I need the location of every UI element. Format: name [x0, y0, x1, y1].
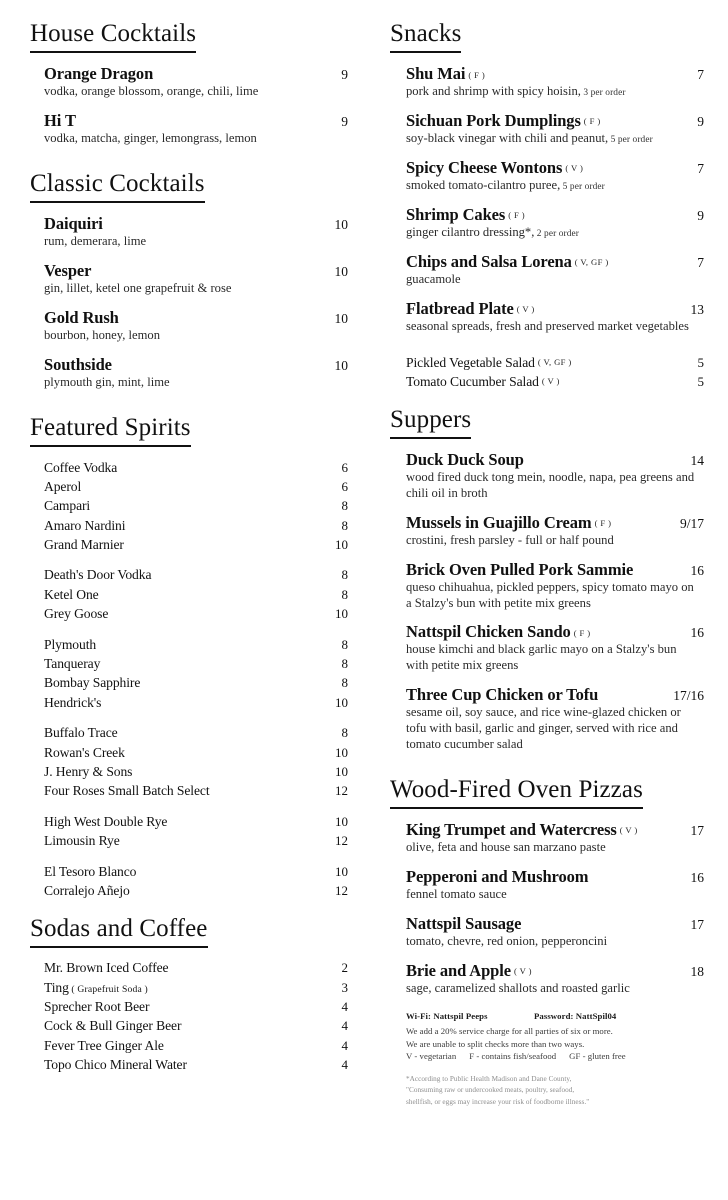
- menu-item-price: 4: [341, 1037, 348, 1053]
- spacer: [44, 624, 348, 635]
- menu-item-corralejo-a-ejo: [44, 881, 348, 900]
- menu-item-description: olive, feta and house san marzano paste: [406, 840, 606, 855]
- section-heading-suppers: Suppers: [390, 406, 471, 439]
- menu-item-southside: [44, 355, 348, 391]
- menu-item-sprecher-root-beer: [44, 998, 348, 1017]
- menu-item-vesper: [44, 261, 348, 297]
- menu-item-price: 10: [335, 744, 348, 760]
- menu-item-chips-and-salsa-lorena: [406, 252, 704, 288]
- section-heading-featured-spirits: Featured Spirits: [30, 414, 191, 447]
- menu-item-price: 6: [341, 459, 348, 475]
- menu-item-portion-note: 5 per order: [608, 135, 653, 146]
- menu-item-row: [406, 685, 704, 704]
- menu-item-description: pork and shrimp with spicy hoisin, 3 per order: [406, 84, 626, 99]
- menu-item-name: Vesper: [44, 260, 92, 280]
- menu-item-portion-note: 5 per order: [560, 182, 605, 193]
- menu-item-name: Ketel One: [44, 586, 99, 602]
- section-items: [22, 64, 350, 147]
- menu-item-price: 9/17: [679, 515, 704, 531]
- menu-item-price: 9: [697, 207, 704, 223]
- menu-item-name: Duck Duck Soup: [406, 449, 524, 469]
- menu-item-row: [44, 535, 348, 554]
- menu-item-name: Daiquiri: [44, 213, 103, 233]
- menu-item-four-roses-small-batch-select: [44, 782, 348, 801]
- menu-item-rowan-s-creek: [44, 743, 348, 762]
- menu-item-hi-t: [44, 111, 348, 147]
- menu-item-row: [406, 158, 704, 177]
- section-items: [22, 959, 350, 1075]
- menu-item-tanqueray: [44, 654, 348, 673]
- menu-item-row: [44, 585, 348, 604]
- menu-item-name: Spicy Cheese Wontons ( V ): [406, 157, 584, 177]
- menu-item-duck-duck-soup: [406, 450, 704, 502]
- menu-item-row: [44, 693, 348, 712]
- menu-item-row: [44, 1056, 348, 1075]
- menu-item-price: 17/16: [673, 688, 704, 704]
- menu-item-price: 9: [697, 113, 704, 129]
- menu-item-price: 10: [335, 694, 348, 710]
- menu-item-brie-and-apple: [406, 961, 704, 997]
- menu-item-row: [406, 353, 704, 372]
- menu-item-price: 3: [341, 979, 348, 995]
- menu-item-description: sesame oil, soy sauce, and rice wine-glazed chicken or tofu with basil, garlic and ginger, served with rice and tomato cucumber salad: [406, 705, 681, 752]
- section-sodas-and-coffee: [22, 903, 350, 1075]
- menu-item-three-cup-chicken-or-tofu: [406, 685, 704, 753]
- menu-item-campari: [44, 497, 348, 516]
- menu-item-description: rum, demerara, lime: [44, 234, 147, 249]
- menu-item-mussels-in-guajillo-cream: [406, 513, 704, 549]
- menu-item-price: 8: [341, 675, 348, 691]
- menu-item-price: 18: [690, 963, 704, 979]
- dietary-tag: ( V ): [541, 376, 560, 387]
- menu-item-name: Four Roses Small Batch Select: [44, 783, 210, 799]
- menu-item-description: smoked tomato-cilantro puree, 5 per order: [406, 178, 605, 193]
- menu-item-price: 10: [334, 310, 348, 326]
- menu-item-name: Corralejo Añejo: [44, 882, 130, 898]
- menu-item-name: Brick Oven Pulled Pork Sammie: [406, 559, 634, 579]
- menu-item-buffalo-trace: [44, 724, 348, 743]
- menu-item-price: 16: [690, 869, 704, 885]
- menu-item-price: 8: [341, 517, 348, 533]
- menu-item-description: tomato, chevre, red onion, pepperoncini: [406, 934, 608, 948]
- menu-item-name: Plymouth: [44, 636, 97, 652]
- menu-item-price: 4: [341, 1018, 348, 1034]
- menu-item-row: [44, 862, 348, 881]
- menu-item-row: [44, 743, 348, 762]
- menu-item-description: bourbon, honey, lemon: [44, 328, 161, 343]
- menu-item-description: vodka, orange blossom, orange, chili, lime: [44, 84, 259, 99]
- menu-item-row: [44, 1017, 348, 1036]
- right-column: [364, 18, 706, 1190]
- dietary-tag: ( F ): [508, 210, 526, 221]
- dietary-tag: ( V, GF ): [574, 257, 609, 268]
- menu-item-flatbread-plate: [406, 299, 704, 335]
- dietary-tag: ( F ): [594, 518, 612, 529]
- menu-item-row: [44, 355, 348, 374]
- menu-item-name: Mr. Brown Iced Coffee: [44, 960, 169, 976]
- section-heading-snacks: Snacks: [390, 20, 461, 53]
- menu-item-row: [406, 372, 704, 391]
- dietary-tag: ( F ): [468, 69, 486, 80]
- menu-item-spicy-cheese-wontons: [406, 158, 704, 194]
- menu-item-name: Hi T: [44, 110, 76, 130]
- wifi-password: Password: NattSpil04: [534, 1010, 617, 1021]
- menu-item-row: [44, 497, 348, 516]
- menu-item-description: sage, caramelized shallots and roasted garlic: [406, 980, 630, 995]
- menu-item-portion-note: 2 per order: [534, 229, 580, 240]
- menu-item-name: Grey Goose: [44, 606, 109, 622]
- menu-item-name: Sprecher Root Beer: [44, 999, 150, 1015]
- menu-item-price: 10: [334, 263, 348, 279]
- menu-item-price: 13: [690, 301, 704, 317]
- menu-item-price: 9: [341, 113, 348, 129]
- menu-item-name: Grand Marnier: [44, 537, 124, 553]
- menu-item-coffee-vodka: [44, 458, 348, 477]
- menu-item-description: guacamole: [406, 272, 461, 287]
- section-heading-sodas-and-coffee: Sodas and Coffee: [30, 915, 208, 948]
- menu-item-name: Pickled Vegetable Salad ( V, GF ): [406, 354, 572, 370]
- menu-item-price: 10: [335, 763, 348, 779]
- menu-item-row: [406, 560, 704, 579]
- menu-item-row: [44, 477, 348, 496]
- menu-item-description: seasonal spreads, fresh and preserved market vegetables: [406, 319, 689, 334]
- menu-item-name: Tanqueray: [44, 656, 101, 672]
- dietary-tag: ( V ): [516, 304, 535, 315]
- section-house-cocktails: [22, 18, 350, 147]
- menu-item-orange-dragon: [44, 64, 348, 100]
- menu-item-name: Tomato Cucumber Salad ( V ): [406, 373, 560, 389]
- menu-item-row: [44, 959, 348, 978]
- menu-item-price: 17: [690, 822, 704, 838]
- menu-item-row: [44, 978, 348, 997]
- menu-item-price: 14: [690, 452, 704, 468]
- menu-item-price: 4: [341, 999, 348, 1015]
- menu-item-price: 8: [341, 567, 348, 583]
- menu-item-price: 10: [335, 537, 348, 553]
- section-heading-wood-fired-oven-pizzas: Wood-Fired Oven Pizzas: [390, 776, 643, 809]
- menu-item-price: 8: [341, 725, 348, 741]
- spacer: [44, 555, 348, 566]
- menu-item-row: [44, 635, 348, 654]
- menu-item-row: [44, 516, 348, 535]
- menu-item-row: [44, 782, 348, 801]
- menu-item-name: High West Double Rye: [44, 813, 168, 829]
- menu-item-portion-note: 3 per order: [580, 88, 626, 99]
- menu-item-name: Shu Mai ( F ): [406, 64, 486, 83]
- menu-item-price: 8: [341, 636, 348, 652]
- section-heading-house-cocktails: House Cocktails: [30, 20, 196, 53]
- menu-item-mr-brown-iced-coffee: [44, 959, 348, 978]
- menu-item-death-s-door-vodka: [44, 566, 348, 585]
- menu-item-price: 10: [335, 606, 348, 622]
- menu-item-price: 5: [697, 373, 704, 389]
- menu-item-name: Coffee Vodka: [44, 459, 118, 475]
- menu-item-price: 16: [690, 625, 704, 641]
- spacer: [44, 713, 348, 724]
- menu-item-daiquiri: [44, 214, 348, 250]
- menu-item-name: Orange Dragon: [44, 64, 154, 83]
- section-items: [382, 64, 706, 392]
- menu-item-description: plymouth gin, mint, lime: [44, 375, 170, 390]
- spacer: [44, 801, 348, 812]
- menu-item-row: [44, 724, 348, 743]
- menu-item-name: Mussels in Guajillo Cream ( F ): [406, 512, 612, 532]
- menu-item-price: 9: [341, 67, 348, 82]
- menu-item-cock-bull-ginger-beer: [44, 1017, 348, 1036]
- menu-item-name: Brie and Apple ( V ): [406, 960, 532, 980]
- menu-item-name: Campari: [44, 498, 91, 514]
- menu-item-row: [44, 261, 348, 280]
- menu-item-row: [44, 605, 348, 624]
- menu-item-price: 8: [341, 498, 348, 514]
- menu-item-row: [44, 762, 348, 781]
- menu-item-price: 8: [341, 586, 348, 602]
- menu-item-name: Nattspil Sausage: [406, 913, 522, 933]
- menu-item-price: 4: [341, 1057, 348, 1073]
- section-suppers: [382, 394, 706, 753]
- wifi-network: Wi-Fi: Nattspil Peeps: [406, 1010, 488, 1021]
- menu-item-pickled-vegetable-salad: [406, 353, 704, 372]
- menu-item-sichuan-pork-dumplings: [406, 111, 704, 147]
- section-items: [22, 458, 350, 901]
- menu-item-price: 10: [334, 357, 348, 373]
- menu-item-row: [44, 832, 348, 851]
- menu-item-el-tesoro-blanco: [44, 862, 348, 881]
- menu-item-name: Cock & Bull Ginger Beer: [44, 1018, 182, 1034]
- section-items: [382, 450, 706, 753]
- menu-item-name: Flatbread Plate ( V ): [406, 298, 535, 318]
- menu-item-shrimp-cakes: [406, 205, 704, 241]
- menu-item-king-trumpet-and-watercress: [406, 820, 704, 856]
- menu-item-name: Sichuan Pork Dumplings ( F ): [406, 110, 601, 130]
- section-heading-classic-cocktails: Classic Cocktails: [30, 170, 205, 203]
- menu-item-gold-rush: [44, 308, 348, 344]
- menu-item-name: J. Henry & Sons: [44, 763, 133, 779]
- menu-item-row: [406, 622, 704, 641]
- menu-item-name: Nattspil Chicken Sando ( F ): [406, 622, 591, 642]
- footer-fine-print: [382, 1011, 706, 1108]
- menu-item-row: [44, 214, 348, 233]
- spacer: [406, 346, 704, 353]
- menu-item-price: 7: [697, 160, 704, 176]
- menu-item-row: [44, 998, 348, 1017]
- menu-item-row: [44, 654, 348, 673]
- menu-item-amaro-nardini: [44, 516, 348, 535]
- menu-item-row: [44, 881, 348, 900]
- menu-item-name: Hendrick's: [44, 694, 102, 710]
- menu-item-row: [406, 299, 704, 318]
- menu-item-nattspil-sausage: [406, 914, 704, 950]
- menu-item-price: 10: [334, 216, 348, 232]
- menu-item-ketel-one: [44, 585, 348, 604]
- menu-item-row: [44, 674, 348, 693]
- dietary-tag: ( V, GF ): [537, 357, 572, 367]
- dietary-tag: ( F ): [583, 116, 601, 127]
- menu-item-price: 2: [341, 960, 348, 976]
- menu-item-description: soy-black vinegar with chili and peanut, 5 per order: [406, 131, 653, 146]
- policy-text: We add a 20% service charge for all parties of six or more. We are unable to split checks more than two ways.: [406, 1025, 613, 1049]
- menu-item-bombay-sapphire: [44, 674, 348, 693]
- menu-item-row: [44, 566, 348, 585]
- menu-item-description: crostini, fresh parsley - full or half pound: [406, 532, 614, 547]
- menu-item-nattspil-chicken-sando: [406, 622, 704, 674]
- menu-item-grey-goose: [44, 605, 348, 624]
- dietary-tag: ( V ): [619, 825, 638, 836]
- menu-item-price: 17: [690, 916, 704, 932]
- menu-item-name: Death's Door Vodka: [44, 567, 152, 583]
- menu-item-shu-mai: [406, 64, 704, 100]
- menu-item-name: Topo Chico Mineral Water: [44, 1057, 187, 1073]
- menu-item-name: Shrimp Cakes ( F ): [406, 204, 526, 224]
- menu-item-row: [406, 111, 704, 130]
- menu-item-row: [44, 1036, 348, 1055]
- section-classic-cocktails: [22, 158, 350, 391]
- menu-item-row: [44, 812, 348, 831]
- menu-item-pepperoni-and-mushroom: [406, 867, 704, 903]
- health-disclaimer: *According to Public Health Madison and Dane County, "Consuming raw or undercooked meats, poultry, seafood, shellfish, or eggs may increase your risk of foodborne illness.": [406, 1074, 590, 1106]
- menu-item-name: Limousin Rye: [44, 833, 120, 849]
- menu-item-plymouth: [44, 635, 348, 654]
- menu-item-name: Rowan's Creek: [44, 744, 125, 760]
- menu-item-name: El Tesoro Blanco: [44, 863, 137, 879]
- menu-item-name: Chips and Salsa Lorena ( V, GF ): [406, 251, 609, 271]
- section-items: [382, 820, 706, 997]
- menu-item-row: [406, 867, 704, 886]
- menu-item-grand-marnier: [44, 535, 348, 554]
- dietary-tag: ( V ): [513, 966, 532, 977]
- menu-item-row: [406, 820, 704, 839]
- menu-item-price: 10: [335, 863, 348, 879]
- menu-item-description: house kimchi and black garlic mayo on a Stalzy's bun with petite mix greens: [406, 642, 677, 673]
- menu-item-name: Pepperoni and Mushroom: [406, 866, 589, 886]
- menu-item-high-west-double-rye: [44, 812, 348, 831]
- menu-item-name: Buffalo Trace: [44, 725, 118, 741]
- menu-item-row: [406, 205, 704, 224]
- section-wood-fired-oven-pizzas: [382, 764, 706, 997]
- menu-item-description: queso chihuahua, pickled peppers, spicy tomato mayo on a Stalzy's bun with petite mix greens: [406, 579, 694, 610]
- menu-item-row: [406, 914, 704, 933]
- menu-item-description: fennel tomato sauce: [406, 887, 507, 902]
- menu-item-price: 10: [335, 813, 348, 829]
- section-items: [22, 214, 350, 391]
- menu-item-row: [44, 111, 348, 130]
- menu-item-row: [406, 252, 704, 271]
- menu-item-subnote: ( Grapefruit Soda ): [68, 983, 148, 995]
- menu-item-price: 6: [341, 478, 348, 494]
- menu-item-price: 12: [335, 783, 348, 799]
- section-snacks: [382, 18, 706, 392]
- menu-item-price: 12: [335, 833, 348, 849]
- menu-item-row: [406, 513, 704, 532]
- menu-item-tomato-cucumber-salad: [406, 372, 704, 391]
- menu-item-fever-tree-ginger-ale: [44, 1036, 348, 1055]
- menu-item-row: [406, 64, 704, 83]
- menu-item-name: Fever Tree Ginger Ale: [44, 1037, 164, 1053]
- dietary-tag: ( V ): [565, 163, 584, 174]
- menu-item-name: Amaro Nardini: [44, 517, 126, 533]
- menu-item-name: Bombay Sapphire: [44, 675, 141, 691]
- dietary-tag: ( F ): [573, 627, 591, 638]
- menu-item-name: Ting ( Grapefruit Soda ): [44, 979, 148, 995]
- menu-item-row: [406, 961, 704, 980]
- menu-item-description: vodka, matcha, ginger, lemongrass, lemon: [44, 131, 257, 146]
- menu-item-row: [44, 308, 348, 327]
- menu-item-name: Aperol: [44, 478, 82, 494]
- menu-item-name: Southside: [44, 354, 112, 374]
- menu-item-topo-chico-mineral-water: [44, 1056, 348, 1075]
- menu-item-price: 16: [690, 562, 704, 578]
- menu-item-price: 8: [341, 656, 348, 672]
- menu-item-name: Gold Rush: [44, 307, 119, 327]
- menu-item-description: wood fired duck tong mein, noodle, napa, pea greens and chili oil in broth: [406, 469, 695, 500]
- menu-item-price: 5: [697, 354, 704, 370]
- menu-item-description: gin, lillet, ketel one grapefruit & rose: [44, 281, 232, 296]
- menu-item-aperol: [44, 477, 348, 496]
- menu-item-j-henry-sons: [44, 762, 348, 781]
- menu-item-price: 7: [697, 67, 704, 82]
- left-column: [22, 18, 364, 1190]
- menu-item-row: [44, 64, 348, 83]
- menu-item-name: King Trumpet and Watercress ( V ): [406, 819, 638, 839]
- menu-item-brick-oven-pulled-pork-sammie: [406, 560, 704, 612]
- menu-item-row: [406, 450, 704, 469]
- menu-item-description: ginger cilantro dressing*, 2 per order: [406, 225, 580, 240]
- menu-item-price: 12: [335, 882, 348, 898]
- dietary-legend: V - vegetarian F - contains fish/seafood GF - gluten free: [406, 1050, 626, 1061]
- menu-item-hendrick-s: [44, 693, 348, 712]
- menu-item-row: [44, 458, 348, 477]
- menu-item-limousin-rye: [44, 832, 348, 851]
- wifi-row: [406, 1011, 706, 1021]
- menu-item-ting: [44, 978, 348, 997]
- menu-item-price: 7: [697, 254, 704, 270]
- menu-item-name: Three Cup Chicken or Tofu: [406, 685, 599, 705]
- spacer: [44, 851, 348, 862]
- section-featured-spirits: [22, 402, 350, 901]
